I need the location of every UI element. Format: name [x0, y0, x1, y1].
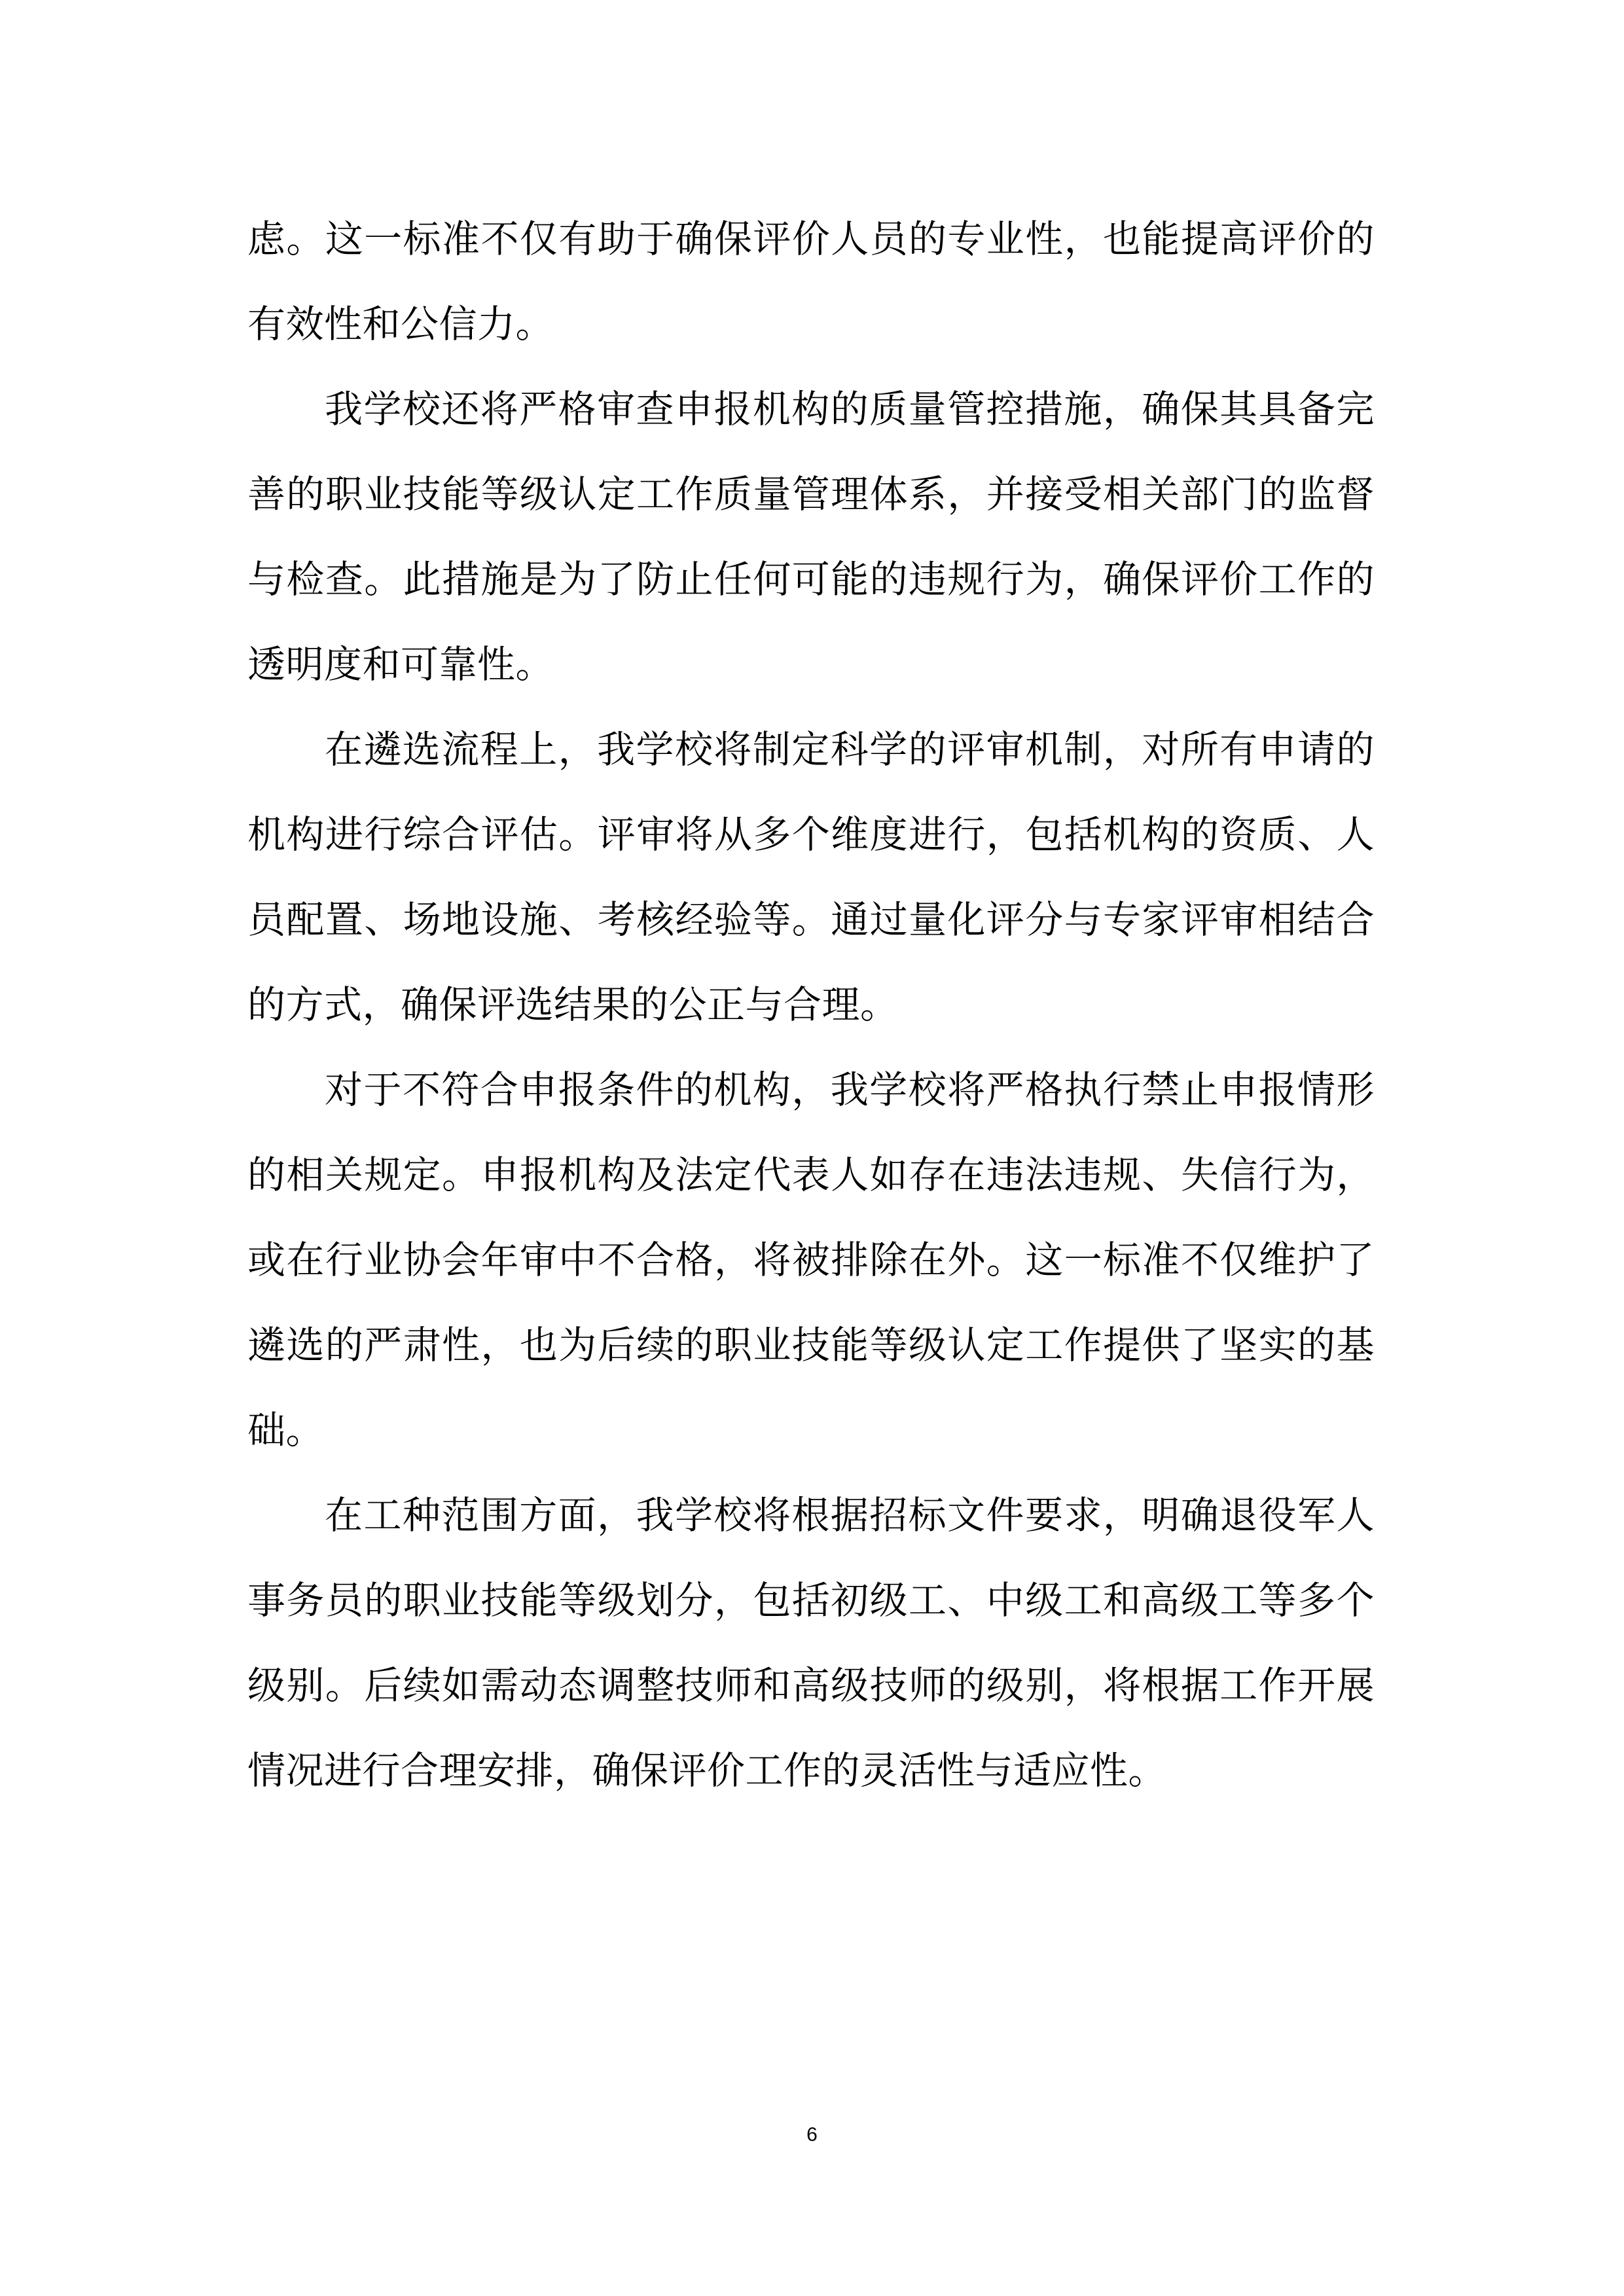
body-text	[247, 196, 1375, 1813]
paragraph-2: 我学校还将严格审查申报机构的质量管控措施，确保其具备完善的职业技能等级认定工作质量管理体系，并接受相关部门的监督与检查。此措施是为了防止任何可能的违规行为，确保评价工作的透明度和可靠性。	[247, 387, 1375, 687]
paragraph-3: 在遴选流程上，我学校将制定科学的评审机制，对所有申请的机构进行综合评估。评审将从多个维度进行，包括机构的资质、人员配置、场地设施、考核经验等。通过量化评分与专家评审相结合的方式，确保评选结果的公正与合理。	[247, 727, 1375, 1027]
paragraph-1: 虑。这一标准不仅有助于确保评价人员的专业性，也能提高评价的有效性和公信力。	[247, 217, 1375, 346]
paragraph-5: 在工种范围方面，我学校将根据招标文件要求，明确退役军人事务员的职业技能等级划分，包括初级工、中级工和高级工等多个级别。后续如需动态调整技师和高级技师的级别，将根据工作开展情况进行合理安排，确保评价工作的灵活性与适应性。	[247, 1493, 1375, 1793]
page-number: 6	[806, 2124, 818, 2145]
paragraph-4: 对于不符合申报条件的机构，我学校将严格执行禁止申报情形的相关规定。申报机构及法定代表人如存在违法违规、失信行为，或在行业协会年审中不合格，将被排除在外。这一标准不仅维护了遴选的严肃性，也为后续的职业技能等级认定工作提供了坚实的基础。	[247, 1067, 1375, 1452]
